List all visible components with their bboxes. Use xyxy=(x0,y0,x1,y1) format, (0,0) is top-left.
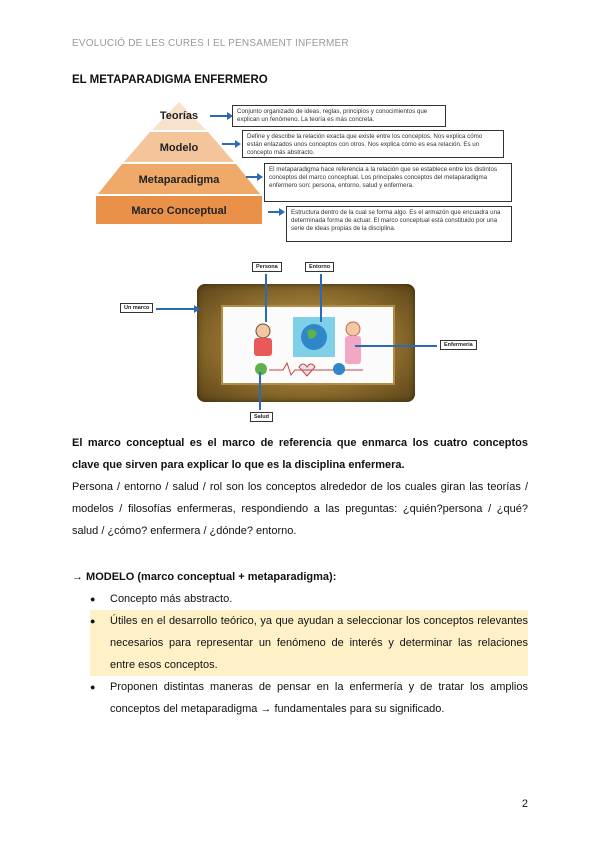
arrowhead-metaparadigma xyxy=(257,173,263,181)
nurse-icon xyxy=(346,322,360,336)
line-persona xyxy=(265,274,267,322)
section-title: EL METAPARADIGMA ENFERMERO xyxy=(72,74,268,86)
label-entorno: Entorno xyxy=(305,262,334,272)
list-item xyxy=(90,676,528,720)
bullet-text: Útiles en el desarrollo teórico, ya que ayudan a seleccionar los conceptos relevantes necesarios para representar un fenómeno de interés y determinar las relaciones entre esos conceptos. xyxy=(110,615,528,671)
definition-marco: Estructura dentro de la cual se forma algo. Es el armazón que encuadra una determinada forma de actuar. El marco conceptual está constituido por una serie de ideas propias de la disciplina. xyxy=(286,206,512,242)
line-marco xyxy=(156,308,196,310)
pyramid-label-teorias: Teorías xyxy=(159,110,199,122)
line-salud xyxy=(259,372,261,410)
bullet-dot: ● xyxy=(90,616,96,626)
bullet-dot: ● xyxy=(90,594,96,604)
arrow-teorias xyxy=(210,115,228,117)
list-item xyxy=(90,588,528,610)
label-un-marco: Un marco xyxy=(120,303,153,313)
pyramid-label-marco: Marco Conceptual xyxy=(131,205,227,217)
bullet-dot: ● xyxy=(90,682,96,692)
activity-icon xyxy=(333,363,345,375)
arrowhead-marco-frame xyxy=(194,305,200,313)
paragraph-marco-conceptual: El marco conceptual es el marco de referencia que enmarca los cuatro conceptos clave que sirven para explicar lo que es la disciplina enfermera. xyxy=(72,437,528,471)
page-number: 2 xyxy=(521,798,528,810)
paragraph-conceptos: Persona / entorno / salud / rol son los conceptos alrededor de los cuales giran las teorías / modelos / filosofías enfermeras, respondiendo a las preguntas: ¿quién?persona / ¿qué? salud / ¿cómo? enfermera / ¿dónde? entorno. xyxy=(72,481,528,537)
definition-teorias: Conjunto organizado de ideas, reglas, principios y conocimientos que explican un fenómeno. La teoría es más concreta. xyxy=(232,105,446,127)
health-apple-icon xyxy=(255,363,267,375)
line-enfermeria xyxy=(355,345,437,347)
pyramid-figure xyxy=(72,98,528,243)
definition-modelo: Define y describe la relación exacta que existe entre los conceptos. Nos explica cómo están enlazados unos conceptos con otros. Nos explica cómo es esa relación. Es un concepto más abstracto. xyxy=(242,130,504,158)
label-salud: Salud xyxy=(250,412,273,422)
arrowhead-modelo xyxy=(235,140,241,148)
label-enfermeria: Enfermería xyxy=(440,340,477,350)
arrowhead-marco xyxy=(279,208,285,216)
line-entorno xyxy=(320,274,322,322)
person-icon xyxy=(256,324,270,338)
arrow-modelo xyxy=(222,143,236,145)
bullet-text: Proponen distintas maneras de pensar en la enfermería y de tratar los amplios conceptos del metaparadigma → fundamentales para su significado. xyxy=(110,681,528,715)
label-persona: Persona xyxy=(252,262,282,272)
bullet-text: Concepto más abstracto. xyxy=(110,593,233,605)
modelo-heading: → MODELO (marco conceptual + metaparadigma): xyxy=(72,571,337,583)
pyramid-label-metaparadigma: Metaparadigma xyxy=(138,174,220,186)
heartbeat-line xyxy=(269,363,363,375)
running-header: EVOLUCIÓ DE LES CURES I EL PENSAMENT INFERMER xyxy=(72,38,349,49)
modelo-bullet-list xyxy=(90,588,528,720)
definition-metaparadigma: El metaparadigma hace referencia a la relación que se establece entre los distintos conceptos del marco conceptual. Los principales conceptos del metaparadigma enfermero son: persona, entorno, salud y enfermera. xyxy=(264,163,512,202)
list-item-highlighted xyxy=(90,610,528,676)
pyramid-label-modelo: Modelo xyxy=(159,142,199,154)
